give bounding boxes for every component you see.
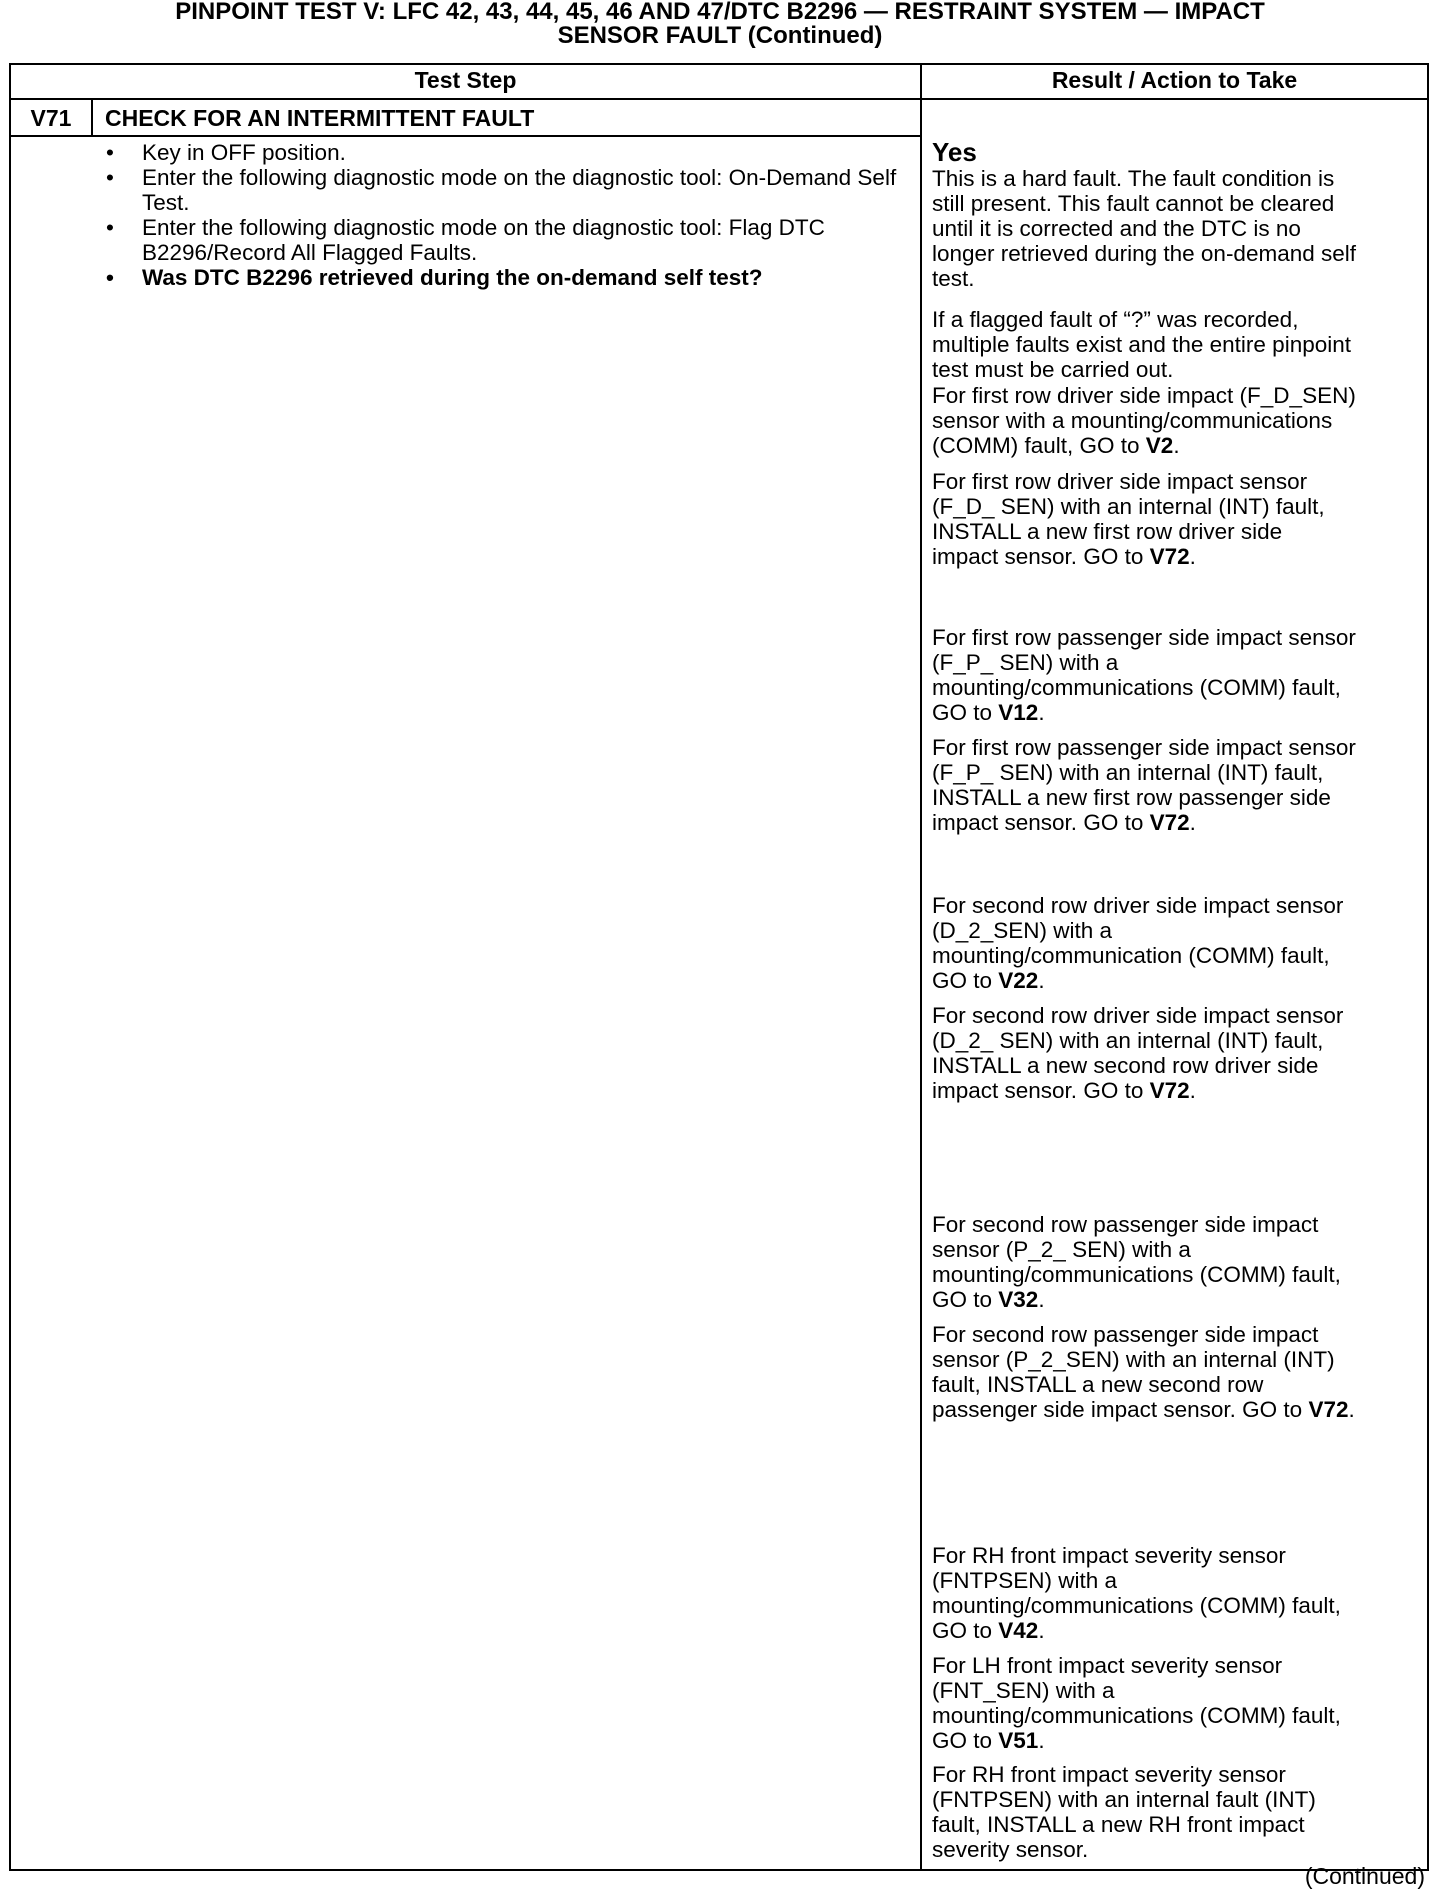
result-line: For second row passenger side impact [932, 1212, 1319, 1237]
result-paragraph [932, 1653, 1341, 1753]
result-line: mounting/communications (COMM) fault, [932, 1593, 1341, 1618]
result-line: passenger side impact sensor. GO to V72. [932, 1397, 1355, 1422]
result-line: For first row passenger side impact sensor [932, 735, 1356, 760]
goto-step-ref: V42 [998, 1618, 1039, 1643]
result-line: longer retrieved during the on-demand self [932, 241, 1357, 266]
result-line: severity sensor. [932, 1837, 1089, 1862]
result-line: GO to V22. [932, 968, 1045, 993]
result-paragraph [932, 893, 1343, 993]
result-line: mounting/communications (COMM) fault, [932, 675, 1341, 700]
title-line-2: SENSOR FAULT (Continued) [557, 22, 883, 49]
result-line: (FNT_SEN) with a [932, 1678, 1115, 1703]
result-line: For RH front impact severity sensor [932, 1762, 1286, 1787]
result-line: For LH front impact severity sensor [932, 1653, 1283, 1678]
header-test-step: Test Step [414, 67, 517, 93]
continued-label: (Continued) [1304, 1863, 1425, 1889]
result-line: impact sensor. GO to V72. [932, 810, 1196, 835]
instruction-question: • Was DTC B2296 retrieved during the on-demand self test? [106, 265, 763, 290]
result-paragraph [932, 383, 1356, 458]
result-line: For first row passenger side impact sensor [932, 625, 1356, 650]
bullet-icon: • [106, 165, 114, 190]
result-line: (FNTPSEN) with a [932, 1568, 1118, 1593]
result-line: sensor (P_2_SEN) with an internal (INT) [932, 1347, 1335, 1372]
step-title: CHECK FOR AN INTERMITTENT FAULT [105, 105, 535, 131]
result-paragraph [932, 1543, 1341, 1643]
result-yes-block [932, 138, 1356, 291]
bullet-icon: • [106, 140, 114, 165]
result-line: GO to V42. [932, 1618, 1045, 1643]
result-line: GO to V51. [932, 1728, 1045, 1753]
result-line: multiple faults exist and the entire pinpoint [932, 332, 1351, 357]
result-line: mounting/communications (COMM) fault, [932, 1262, 1341, 1287]
result-line: (FNTPSEN) with an internal fault (INT) [932, 1787, 1316, 1812]
result-line: until it is corrected and the DTC is no [932, 216, 1301, 241]
result-paragraph [932, 166, 1356, 291]
step-instructions [105, 140, 905, 290]
result-line: For RH front impact severity sensor [932, 1543, 1286, 1568]
result-line: INSTALL a new first row passenger side [932, 785, 1331, 810]
instruction-item: • Key in OFF position. [106, 140, 346, 165]
bullet-icon: • [106, 215, 114, 240]
result-line: INSTALL a new first row driver side [932, 519, 1283, 544]
result-paragraph [932, 625, 1356, 725]
result-line: (F_D_ SEN) with an internal (INT) fault, [932, 494, 1325, 519]
instruction-item: • Enter the following diagnostic mode on the diagnostic tool: Flag DTC B2296/Record All Flagged Faults. [106, 215, 825, 265]
result-paragraph [932, 1762, 1316, 1862]
result-line: sensor with a mounting/communications [932, 408, 1333, 433]
goto-step-ref: V2 [1145, 433, 1174, 458]
result-line: If a flagged fault of “?” was recorded, [932, 307, 1299, 332]
result-line: mounting/communication (COMM) fault, [932, 943, 1330, 968]
result-line: mounting/communications (COMM) fault, [932, 1703, 1341, 1728]
result-paragraph [932, 1003, 1343, 1103]
result-line: GO to V12. [932, 700, 1045, 725]
goto-step-ref: V12 [998, 700, 1039, 725]
goto-step-ref: V72 [1308, 1397, 1349, 1422]
result-paragraph [932, 469, 1325, 569]
result-line: impact sensor. GO to V72. [932, 544, 1196, 569]
step-id-divider [91, 98, 93, 136]
result-line: test. [932, 266, 975, 291]
result-line: (F_P_ SEN) with a [932, 650, 1119, 675]
goto-step-ref: V32 [998, 1287, 1039, 1312]
result-line: This is a hard fault. The fault condition is [932, 166, 1335, 191]
result-line: INSTALL a new second row driver side [932, 1053, 1319, 1078]
result-line: For first row driver side impact (F_D_SEN) [932, 383, 1356, 408]
result-line: fault, INSTALL a new second row [932, 1372, 1264, 1397]
result-line: (D_2_ SEN) with an internal (INT) fault, [932, 1028, 1324, 1053]
goto-step-ref: V72 [1149, 1078, 1190, 1103]
instruction-item: • Enter the following diagnostic mode on the diagnostic tool: On-Demand Self Test. [106, 165, 897, 215]
title-line-1: PINPOINT TEST V: LFC 42, 43, 44, 45, 46 AND 47/DTC B2296 — RESTRAINT SYSTEM — IMPACT [175, 0, 1265, 25]
result-line: For second row passenger side impact [932, 1322, 1319, 1347]
result-line: For second row driver side impact sensor [932, 1003, 1344, 1028]
result-line: test must be carried out. [932, 357, 1174, 382]
result-paragraph [932, 1322, 1355, 1422]
result-line: impact sensor. GO to V72. [932, 1078, 1196, 1103]
result-label: Yes [932, 137, 977, 167]
result-line: (COMM) fault, GO to V2. [932, 433, 1180, 458]
goto-step-ref: V51 [998, 1728, 1039, 1753]
result-line: fault, INSTALL a new RH front impact [932, 1812, 1305, 1837]
result-line: GO to V32. [932, 1287, 1045, 1312]
result-line: still present. This fault cannot be cleared [932, 191, 1335, 216]
result-line: (D_2_SEN) with a [932, 918, 1113, 943]
result-line: For first row driver side impact sensor [932, 469, 1308, 494]
result-paragraph [932, 307, 1351, 382]
column-divider [920, 63, 922, 1871]
goto-step-ref: V72 [1149, 544, 1190, 569]
result-paragraph [932, 1212, 1341, 1312]
result-line: (F_P_ SEN) with an internal (INT) fault, [932, 760, 1324, 785]
step-id: V71 [30, 105, 72, 131]
header-result-action: Result / Action to Take [1051, 67, 1298, 93]
result-paragraph [932, 735, 1356, 835]
result-line: For second row driver side impact sensor [932, 893, 1344, 918]
result-line: sensor (P_2_ SEN) with a [932, 1237, 1191, 1262]
goto-step-ref: V72 [1149, 810, 1190, 835]
bullet-icon: • [106, 265, 114, 290]
goto-step-ref: V22 [998, 968, 1039, 993]
